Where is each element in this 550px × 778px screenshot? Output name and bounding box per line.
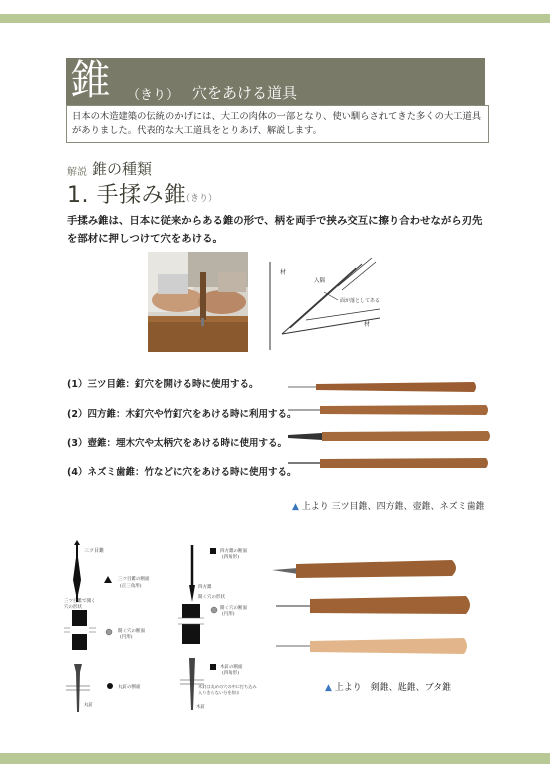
title-subtitle: 穴をあける道具: [192, 84, 298, 102]
bottom-accent-bar: [0, 753, 550, 764]
triangle-icon: ▲: [325, 683, 332, 693]
shiho-awl: [288, 405, 488, 415]
list-item: (1）三ツ目錐：釘穴を開ける時に使用する。: [67, 379, 259, 390]
label-material-bottom: 材: [364, 321, 371, 328]
section-title: 錐の種類: [92, 160, 153, 178]
label: 四方錐: [198, 585, 212, 590]
list-item: (3）壺錐：埋木穴や太柄穴をあける時に使用する。: [67, 438, 287, 449]
saji-awl: [276, 596, 470, 614]
list-item: (4）ネズミ歯錐：竹などに穴をあける時に使用する。: [67, 467, 297, 478]
nezumi-awl: [288, 458, 488, 468]
triangle-icon: ▲: [292, 502, 299, 512]
label: 木釘の断面: [220, 665, 243, 670]
label: 開く穴の断面: [220, 606, 247, 611]
hand-drilling-photo: [148, 252, 248, 352]
label: 四方錐の断面: [220, 549, 247, 554]
label: 三ツ目錐で開く: [64, 599, 96, 604]
label: 丸釘の断面: [118, 685, 141, 690]
label: (円形): [120, 635, 133, 640]
buta-awl: [276, 638, 467, 654]
label: (正三角形): [120, 584, 142, 589]
label: 丸釘: [84, 703, 93, 708]
label-material-top: 材: [280, 269, 287, 276]
top-accent-bar: [0, 14, 550, 23]
caption-three-awls: [325, 680, 451, 693]
heading-title: 1. 手揉み錐: [67, 183, 187, 208]
intro-text: 日本の木造建築の伝統のかげには、大工の肉体の一部となり、使い馴らされてきた多くの大工道具がありました。代表的な大工道具をとりあげ、解説します。: [66, 105, 489, 143]
caption-text: 上より 剣錐、匙錐、ブタ錐: [334, 683, 452, 693]
caption-text: 上より 三ツ目錐、四方錐、壺錐、ネズミ歯錐: [301, 502, 485, 512]
heading-reading: （きり）: [181, 194, 218, 204]
title-reading: （きり）: [127, 88, 180, 103]
label: (四角形): [222, 671, 240, 676]
label: (四角形): [222, 555, 240, 560]
mitsume-awl: [288, 382, 476, 392]
label: (円形): [222, 612, 235, 617]
tsubo-awl: [288, 431, 490, 441]
four-awls-photo: [286, 374, 496, 480]
entry-angle-diagram: [268, 258, 380, 350]
ken-awl: [272, 560, 456, 578]
three-awls-photo: [270, 548, 476, 666]
label: 開く穴の形状: [198, 595, 225, 600]
label-entry: 入隅: [314, 278, 326, 284]
label: 木釘: [196, 705, 205, 710]
body-text: 手揉み錐は、日本に従来からある錐の形で、柄を両手で挟み交互に擦り合わせながら刃先を部材に押しつけて穴をあける。: [67, 215, 483, 245]
label: 三ツ目錐: [84, 548, 105, 554]
caption-four-awls: [292, 499, 485, 512]
label: 三ツ目錐の断面: [118, 577, 150, 582]
section-label: 解説: [67, 167, 87, 178]
cross-section-diagram: [62, 540, 262, 720]
label: 木釘は丸めの穴の中に打ち込み: [198, 684, 257, 689]
label: 入りきらない分を削る: [198, 690, 240, 695]
label-stop: 面が落としてある: [340, 298, 380, 304]
list-item: (2）四方錐：木釘穴や竹釘穴をあける時に利用する。: [67, 409, 297, 420]
label: 穴の形状: [64, 605, 82, 610]
title-kanji: 錐: [70, 56, 111, 104]
label: 開く穴の断面: [118, 629, 145, 634]
